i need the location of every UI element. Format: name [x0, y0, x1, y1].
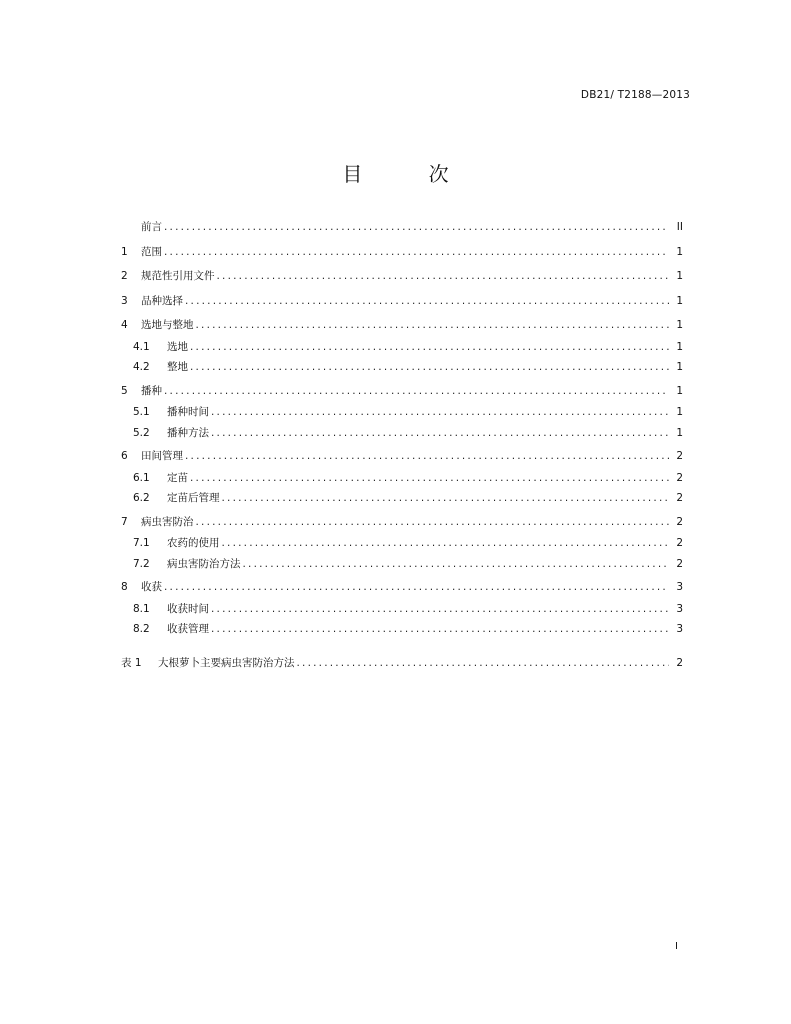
toc-entry[interactable] — [121, 619, 683, 640]
toc-entry[interactable] — [121, 576, 683, 599]
toc-entry-page: 1 — [676, 245, 683, 258]
toc-entry-number: 2 — [121, 270, 128, 282]
toc-entry-page: 3 — [676, 602, 683, 615]
toc-entry-label: 病虫害防治方法 — [167, 557, 241, 570]
toc-entry-page: 2 — [676, 492, 683, 504]
toc-entry-label: 田间管理 — [141, 450, 183, 462]
toc-entry-page: 1 — [676, 361, 683, 373]
toc-entry-label: 品种选择 — [141, 294, 183, 307]
toc-entry-page: 1 — [676, 406, 683, 418]
toc-entry-number: 6 — [121, 450, 128, 462]
toc-entry[interactable] — [121, 488, 683, 509]
toc-entry-page: 1 — [676, 319, 683, 331]
toc-entry-page: 3 — [676, 581, 683, 593]
toc-entry-page: 2 — [676, 557, 683, 570]
toc-entry[interactable] — [121, 357, 683, 378]
toc-table-label: 大根萝卜主要病虫害防治方法 — [158, 656, 295, 669]
toc-leader-dots — [211, 423, 669, 444]
toc-entry-number: 5.2 — [133, 426, 150, 439]
toc-entry-label: 定苗后管理 — [167, 492, 220, 504]
toc-leader-dots — [190, 357, 669, 378]
toc-entry[interactable] — [121, 468, 683, 489]
toc-entry-number: 8.2 — [133, 623, 150, 635]
toc-entry-page: 1 — [676, 384, 683, 397]
toc-entry-number: 4.1 — [133, 340, 150, 353]
toc-entry-label: 播种 — [141, 384, 162, 397]
toc-entry-page: 1 — [676, 270, 683, 282]
toc-entry-label: 范围 — [141, 245, 162, 258]
toc-entry-label: 收获管理 — [167, 623, 209, 635]
toc-leader-dots — [297, 652, 670, 675]
toc-table-entry[interactable] — [121, 652, 683, 675]
toc-entry-label: 选地 — [167, 340, 188, 353]
toc-entry-page: II — [676, 221, 683, 233]
toc-entry-label: 规范性引用文件 — [141, 270, 215, 282]
toc-entry-number: 5.1 — [133, 406, 150, 418]
toc-entry-number: 4 — [121, 319, 128, 331]
toc-entry-page: 2 — [676, 515, 683, 528]
toc-entry[interactable] — [121, 533, 683, 554]
page-number: I — [675, 941, 678, 952]
toc-leader-dots — [243, 554, 670, 575]
toc-entry-label: 整地 — [167, 361, 188, 373]
toc-entry-page: 3 — [676, 623, 683, 635]
toc-entry-page: 2 — [676, 537, 683, 549]
toc-entry[interactable] — [121, 337, 683, 358]
toc-entry-number: 1 — [121, 245, 128, 258]
toc-entry-number: 7.2 — [133, 557, 150, 570]
toc-entry[interactable] — [121, 554, 683, 575]
toc-leader-dots — [164, 576, 669, 599]
toc-entry-label: 播种方法 — [167, 426, 209, 439]
toc-entry-label: 选地与整地 — [141, 319, 194, 331]
toc-entry-number: 8 — [121, 581, 128, 593]
toc-entry-number: 4.2 — [133, 361, 150, 373]
toc-leader-dots — [222, 488, 670, 509]
toc-entry-label: 定苗 — [167, 471, 188, 484]
toc-entry[interactable] — [121, 241, 683, 264]
toc-entry-number: 7 — [121, 515, 128, 528]
toc-entry[interactable] — [121, 380, 683, 403]
toc-leader-dots — [196, 314, 670, 337]
toc-leader-dots — [164, 216, 669, 239]
toc-leader-dots — [196, 511, 670, 534]
toc-leader-dots — [217, 265, 670, 288]
toc-entry[interactable] — [121, 511, 683, 534]
toc-leader-dots — [185, 290, 669, 313]
toc-entry-page: 2 — [676, 471, 683, 484]
toc-leader-dots — [190, 337, 669, 358]
toc-entry[interactable] — [121, 402, 683, 423]
toc-table-page: 2 — [676, 656, 683, 669]
table-of-contents — [121, 216, 683, 674]
toc-entry-label: 病虫害防治 — [141, 515, 194, 528]
toc-entry-label: 播种时间 — [167, 406, 209, 418]
toc-entry-page: 1 — [676, 340, 683, 353]
toc-entry-number: 6.2 — [133, 492, 150, 504]
toc-entry-label: 收获 — [141, 581, 162, 593]
toc-leader-dots — [222, 533, 670, 554]
toc-entry-page: 1 — [676, 294, 683, 307]
toc-leader-dots — [211, 619, 669, 640]
page-title: 目 次 — [342, 162, 479, 186]
toc-entry-number: 8.1 — [133, 602, 150, 615]
toc-entry-page: 1 — [676, 426, 683, 439]
toc-leader-dots — [211, 402, 669, 423]
toc-entry-label: 前言 — [141, 221, 162, 233]
toc-entry-number: 3 — [121, 294, 128, 307]
toc-entry[interactable] — [121, 290, 683, 313]
standard-code: DB21/ T2188—2013 — [580, 89, 690, 101]
toc-entry[interactable] — [121, 423, 683, 444]
toc-entry[interactable] — [121, 445, 683, 468]
toc-entry-number: 5 — [121, 384, 128, 397]
toc-entry[interactable] — [121, 314, 683, 337]
toc-leader-dots — [164, 241, 669, 264]
toc-leader-dots — [190, 468, 669, 489]
toc-leader-dots — [185, 445, 669, 468]
toc-leader-dots — [164, 380, 669, 403]
toc-entry[interactable] — [121, 216, 683, 239]
toc-entry[interactable] — [121, 265, 683, 288]
toc-entry-page: 2 — [676, 450, 683, 462]
toc-leader-dots — [211, 599, 669, 620]
toc-entry[interactable] — [121, 599, 683, 620]
toc-table-number: 表 1 — [121, 656, 142, 669]
toc-entry-label: 收获时间 — [167, 602, 209, 615]
toc-entry-number: 6.1 — [133, 471, 150, 484]
toc-entry-number: 7.1 — [133, 537, 150, 549]
toc-entry-label: 农药的使用 — [167, 537, 220, 549]
